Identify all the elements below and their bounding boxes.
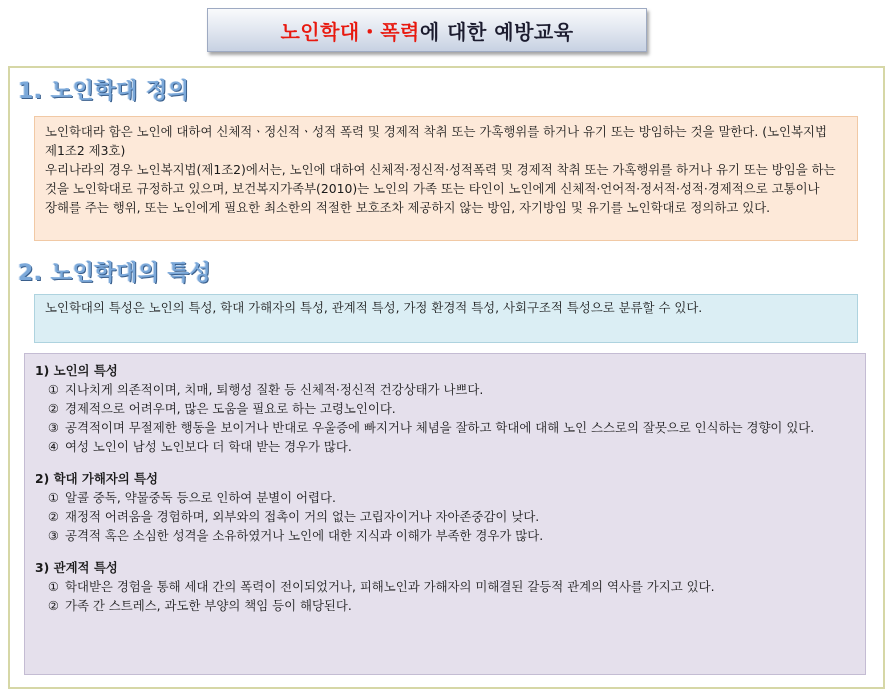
item-text: 공격적이며 무절제한 행동을 보이거나 반대로 우울증에 빠지거나 체념을 잘하고 학대에 대해 노인 스스로의 잘못으로 인식하는 경향이 있다. bbox=[65, 420, 815, 435]
title-highlight: 노인학대・폭력 bbox=[280, 19, 420, 44]
trait-group-title: 1) 노인의 특성 bbox=[35, 363, 118, 378]
trait-group-relationship bbox=[35, 558, 855, 615]
item-number: ② bbox=[47, 598, 59, 613]
trait-group-elder bbox=[35, 361, 855, 456]
section-1-heading: 1. 노인학대 정의 bbox=[18, 79, 190, 104]
list-item bbox=[35, 577, 855, 596]
item-number: ③ bbox=[47, 420, 59, 435]
trait-group-title: 3) 관계적 특성 bbox=[35, 560, 118, 575]
item-number: ① bbox=[47, 382, 59, 397]
item-text: 재정적 어려움을 경험하며, 외부와의 접촉이 거의 없는 고립자이거나 자아존중감이 낮다. bbox=[65, 509, 540, 524]
list-item bbox=[35, 437, 855, 456]
list-item bbox=[35, 418, 855, 437]
list-item bbox=[35, 380, 855, 399]
definition-paragraph: 노인학대라 함은 노인에 대하여 신체적ㆍ정신적ㆍ성적 폭력 및 경제적 착취 또는 가혹행위를 하거나 유기 또는 방임하는 것을 말한다. (노인복지법 제1조2 제3호) bbox=[45, 124, 827, 158]
definition-paragraph: 우리나라의 경우 노인복지법(제1조2)에서는, 노인에 대하여 신체적·정신적·성적폭력 및 경제적 착취 또는 가혹행위를 하거나 유기 또는 방임을 하는 것을 노인학대로 규정하고 있으며, 보건복지가족부(2010)는 노인의 가족 또는 타인이 노인에게 신체적·언어적·정서적·성적·경제적으로 고통이나 장해를 주는 행위, 또는 노인에게 필요한 최소한의 적절한 보호조차 제공하지 않는 방임, 자기방임 및 유기를 노인학대로 정의하고 있다. bbox=[45, 162, 836, 215]
item-number: ② bbox=[47, 509, 59, 524]
list-item bbox=[35, 507, 855, 526]
item-text: 가족 간 스트레스, 과도한 부양의 책임 등이 해당된다. bbox=[65, 598, 352, 613]
item-number: ① bbox=[47, 490, 59, 505]
traits-detail-box bbox=[24, 353, 866, 675]
list-item bbox=[35, 488, 855, 507]
item-text: 공격적 혹은 소심한 성격을 소유하였거나 노인에 대한 지식과 이해가 부족한 경우가 많다. bbox=[65, 528, 544, 543]
page-title-banner bbox=[207, 8, 647, 52]
section-2-heading: 2. 노인학대의 특성 bbox=[18, 261, 212, 286]
item-number: ④ bbox=[47, 439, 59, 454]
item-text: 지나치게 의존적이며, 치매, 퇴행성 질환 등 신체적·정신적 건강상태가 나쁘다. bbox=[65, 382, 484, 397]
trait-group-title: 2) 학대 가해자의 특성 bbox=[35, 471, 158, 486]
definition-box bbox=[34, 116, 858, 241]
list-item bbox=[35, 526, 855, 545]
list-item bbox=[35, 596, 855, 615]
item-number: ① bbox=[47, 579, 59, 594]
item-number: ② bbox=[47, 401, 59, 416]
item-text: 학대받은 경험을 통해 세대 간의 폭력이 전이되었거나, 피해노인과 가해자의 미해결된 갈등적 관계의 역사를 가지고 있다. bbox=[65, 579, 715, 594]
trait-group-abuser bbox=[35, 469, 855, 545]
item-number: ③ bbox=[47, 528, 59, 543]
list-item bbox=[35, 399, 855, 418]
item-text: 여성 노인이 남성 노인보다 더 학대 받는 경우가 많다. bbox=[65, 439, 352, 454]
item-text: 알콜 중독, 약물중독 등으로 인하여 분별이 어렵다. bbox=[65, 490, 336, 505]
traits-summary-box: 노인학대의 특성은 노인의 특성, 학대 가해자의 특성, 관계적 특성, 가정 환경적 특성, 사회구조적 특성으로 분류할 수 있다. bbox=[34, 294, 858, 343]
item-text: 경제적으로 어려우며, 많은 도움을 필요로 하는 고령노인이다. bbox=[65, 401, 396, 416]
title-rest: 에 대한 예방교육 bbox=[419, 19, 574, 44]
